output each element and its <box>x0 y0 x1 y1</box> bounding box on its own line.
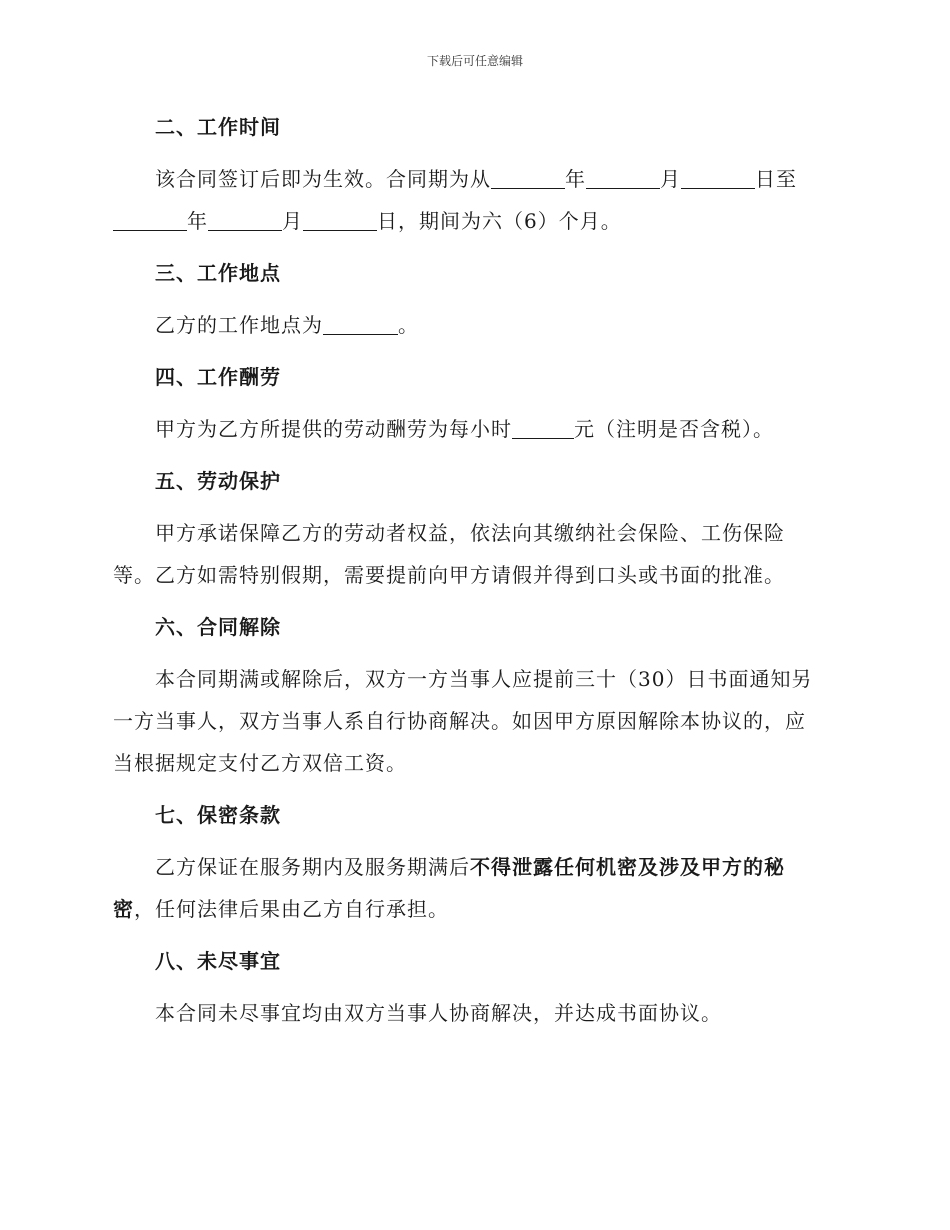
paragraph-line: 本合同未尽事宜均由双方当事人协商解决，并达成书面协议。 <box>155 1001 722 1025</box>
paragraph-line <box>155 310 845 340</box>
fill-in-blank[interactable] <box>512 416 574 439</box>
text-segment: 该合同签订后即为生效。合同期为从 <box>155 167 491 191</box>
text-segment: 甲方为乙方所提供的劳动酬劳为每小时 <box>155 417 512 441</box>
paragraph-line <box>113 894 843 924</box>
text-segment: 日至 <box>755 167 797 191</box>
section-heading-termination: 六、合同解除 <box>155 615 281 639</box>
section-heading-remuneration: 四、工作酬劳 <box>155 365 281 389</box>
fill-in-blank[interactable] <box>303 208 377 231</box>
text-segment: ，任何法律后果由乙方自行承担。 <box>134 897 449 921</box>
page-header: 下载后可任意编辑 <box>426 54 523 68</box>
section-heading-work-location: 三、工作地点 <box>155 261 281 285</box>
text-segment: 年 <box>565 167 586 191</box>
emphasized-text: 密 <box>113 897 134 921</box>
text-segment: 乙方的工作地点为 <box>155 313 323 337</box>
text-segment: 年 <box>187 209 208 233</box>
fill-in-blank[interactable] <box>586 166 660 189</box>
paragraph-line: 本合同期满或解除后，双方一方当事人应提前三十（30）日书面通知另 <box>155 667 813 691</box>
text-segment: 日，期间为六（6）个月。 <box>377 209 622 233</box>
fill-in-blank[interactable] <box>323 312 398 335</box>
paragraph-line <box>155 852 845 882</box>
paragraph-line <box>155 414 845 444</box>
section-heading-work-time: 二、工作时间 <box>155 115 281 139</box>
paragraph-line: 当根据规定支付乙方双倍工资。 <box>113 751 407 775</box>
fill-in-blank[interactable] <box>208 208 282 231</box>
text-segment: 月 <box>660 167 681 191</box>
text-segment: 乙方保证在服务期内及服务期满后 <box>155 855 470 879</box>
paragraph-line <box>155 164 845 194</box>
paragraph-line: 一方当事人，双方当事人系自行协商解决。如因甲方原因解除本协议的，应 <box>113 709 806 733</box>
paragraph-line: 甲方承诺保障乙方的劳动者权益，依法向其缴纳社会保险、工伤保险 <box>155 521 785 545</box>
fill-in-blank[interactable] <box>681 166 755 189</box>
fill-in-blank[interactable] <box>491 166 565 189</box>
text-segment: 月 <box>282 209 303 233</box>
emphasized-text: 不得泄露任何机密及涉及甲方的秘 <box>470 855 785 879</box>
fill-in-blank[interactable] <box>113 208 187 231</box>
text-segment: 。 <box>398 313 419 337</box>
text-segment: 元（注明是否含税）。 <box>574 417 774 441</box>
paragraph-line: 等。乙方如需特别假期，需要提前向甲方请假并得到口头或书面的批准。 <box>113 563 785 587</box>
section-heading-confidentiality: 七、保密条款 <box>155 803 281 827</box>
section-heading-miscellaneous: 八、未尽事宜 <box>155 949 281 973</box>
section-heading-labor-protection: 五、劳动保护 <box>155 469 281 493</box>
paragraph-line <box>113 206 843 236</box>
